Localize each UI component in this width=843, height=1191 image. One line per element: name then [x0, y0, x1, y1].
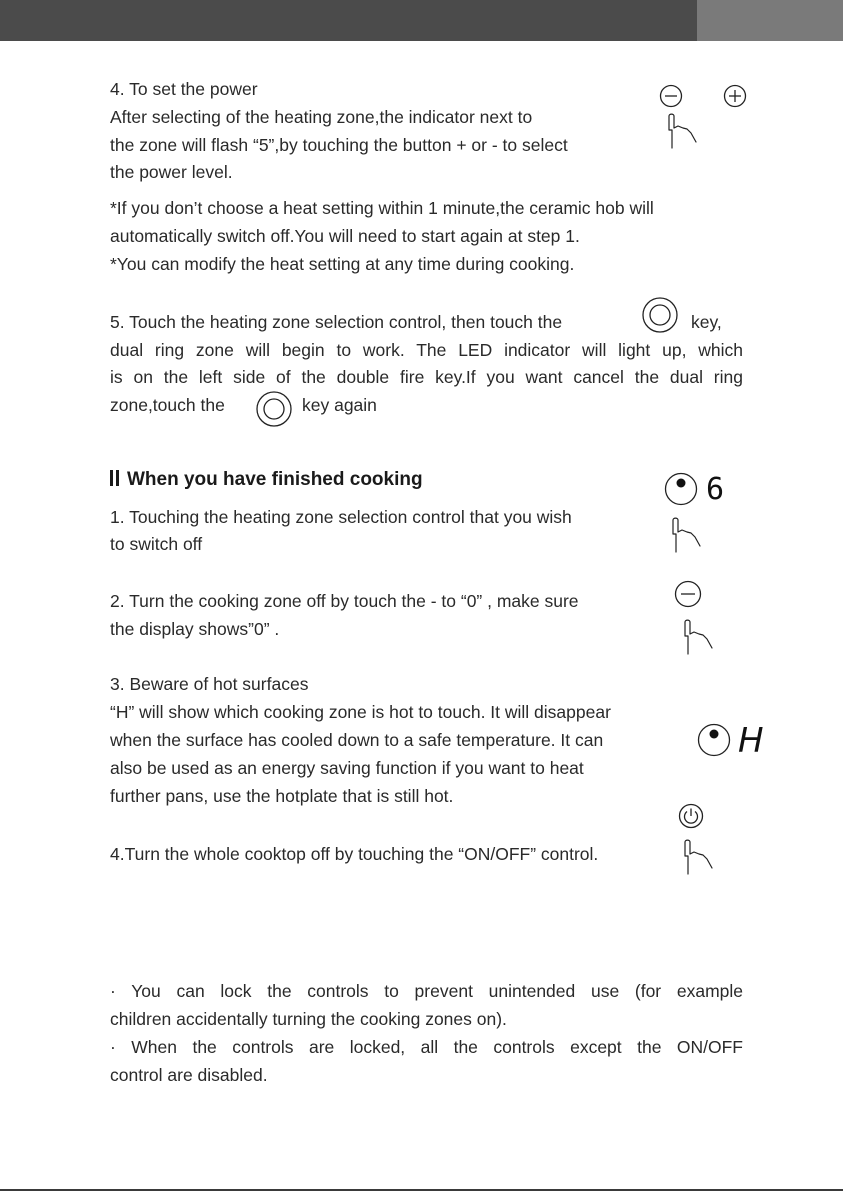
step5-line-4-before: zone,touch the: [110, 395, 225, 415]
note-line-1: *If you don’t choose a heat setting within 1 minute,the ceramic hob will: [110, 198, 654, 218]
step4-line-1: After selecting of the heating zone,the indicator next to: [110, 107, 533, 127]
note-line-3: *You can modify the heat setting at any time during cooking.: [110, 254, 575, 274]
finish1-line-1: 1. Touching the heating zone selection control that you wish: [110, 507, 572, 527]
finish3-title: 3. Beware of hot surfaces: [110, 674, 309, 694]
step4-title: 4. To set the power: [110, 79, 258, 99]
zone-selector-icon: [697, 723, 731, 757]
step5-line-4-after: key again: [302, 395, 377, 415]
pointing-hand-icon: [664, 112, 698, 150]
lock-para1-line-1: · You can lock the controls to prevent unintended use (for example: [110, 981, 743, 1001]
finish1-line-2: to switch off: [110, 534, 203, 554]
finish3-line-4: further pans, use the hotplate that is still hot.: [110, 786, 454, 806]
power-icon: [678, 803, 704, 829]
pointing-hand-icon: [668, 516, 702, 554]
dual-ring-key-icon: [255, 390, 293, 428]
seven-segment-display: 6: [706, 472, 725, 507]
step5-line-2: dual ring zone will begin to work. The LED indicator will light up, which: [110, 340, 743, 360]
lock-para2-line-1: · When the controls are locked, all the controls except the ON/OFF: [110, 1037, 743, 1057]
finish4-line: 4.Turn the whole cooktop off by touching the “ON/OFF” control.: [110, 844, 599, 864]
plus-circle-icon: [723, 84, 747, 108]
note-line-2: automatically switch off.You will need to start again at step 1.: [110, 226, 580, 246]
heading-bar: [116, 470, 119, 486]
finish2-line-2: the display shows”0” .: [110, 619, 280, 639]
step5-line-1-before: 5. Touch the heating zone selection control, then touch the: [110, 312, 563, 332]
minus-circle-icon: [674, 580, 702, 608]
pointing-hand-icon: [680, 838, 714, 876]
lock-para2-line-2: control are disabled.: [110, 1065, 268, 1085]
section-heading-text: When you have finished cooking: [127, 469, 423, 490]
zone-selector-icon: [664, 472, 698, 506]
hot-indicator-display: H: [738, 721, 764, 761]
finish3-line-3: also be used as an energy saving function if you want to heat: [110, 758, 584, 778]
minus-circle-icon: [659, 84, 683, 108]
pointing-hand-icon: [680, 618, 714, 656]
header-tab: [697, 0, 843, 41]
dual-ring-key-icon: [641, 296, 679, 334]
finish2-line-1: 2. Turn the cooking zone off by touch the - to “0” , make sure: [110, 591, 579, 611]
finish3-line-2: when the surface has cooled down to a safe temperature. It can: [110, 730, 604, 750]
step4-line-3: the power level.: [110, 162, 233, 182]
finish3-line-1: “H” will show which cooking zone is hot to touch. It will disappear: [110, 702, 611, 722]
step5-line-3: is on the left side of the double fire key.If you want cancel the dual ring: [110, 367, 743, 387]
section-heading: [110, 468, 423, 492]
step5-line-1-after: key,: [691, 312, 722, 332]
lock-para1-line-2: children accidentally turning the cooking zones on).: [110, 1009, 507, 1029]
heading-bar: [110, 470, 113, 486]
step4-line-2: the zone will flash “5”,by touching the button + or - to select: [110, 135, 568, 155]
